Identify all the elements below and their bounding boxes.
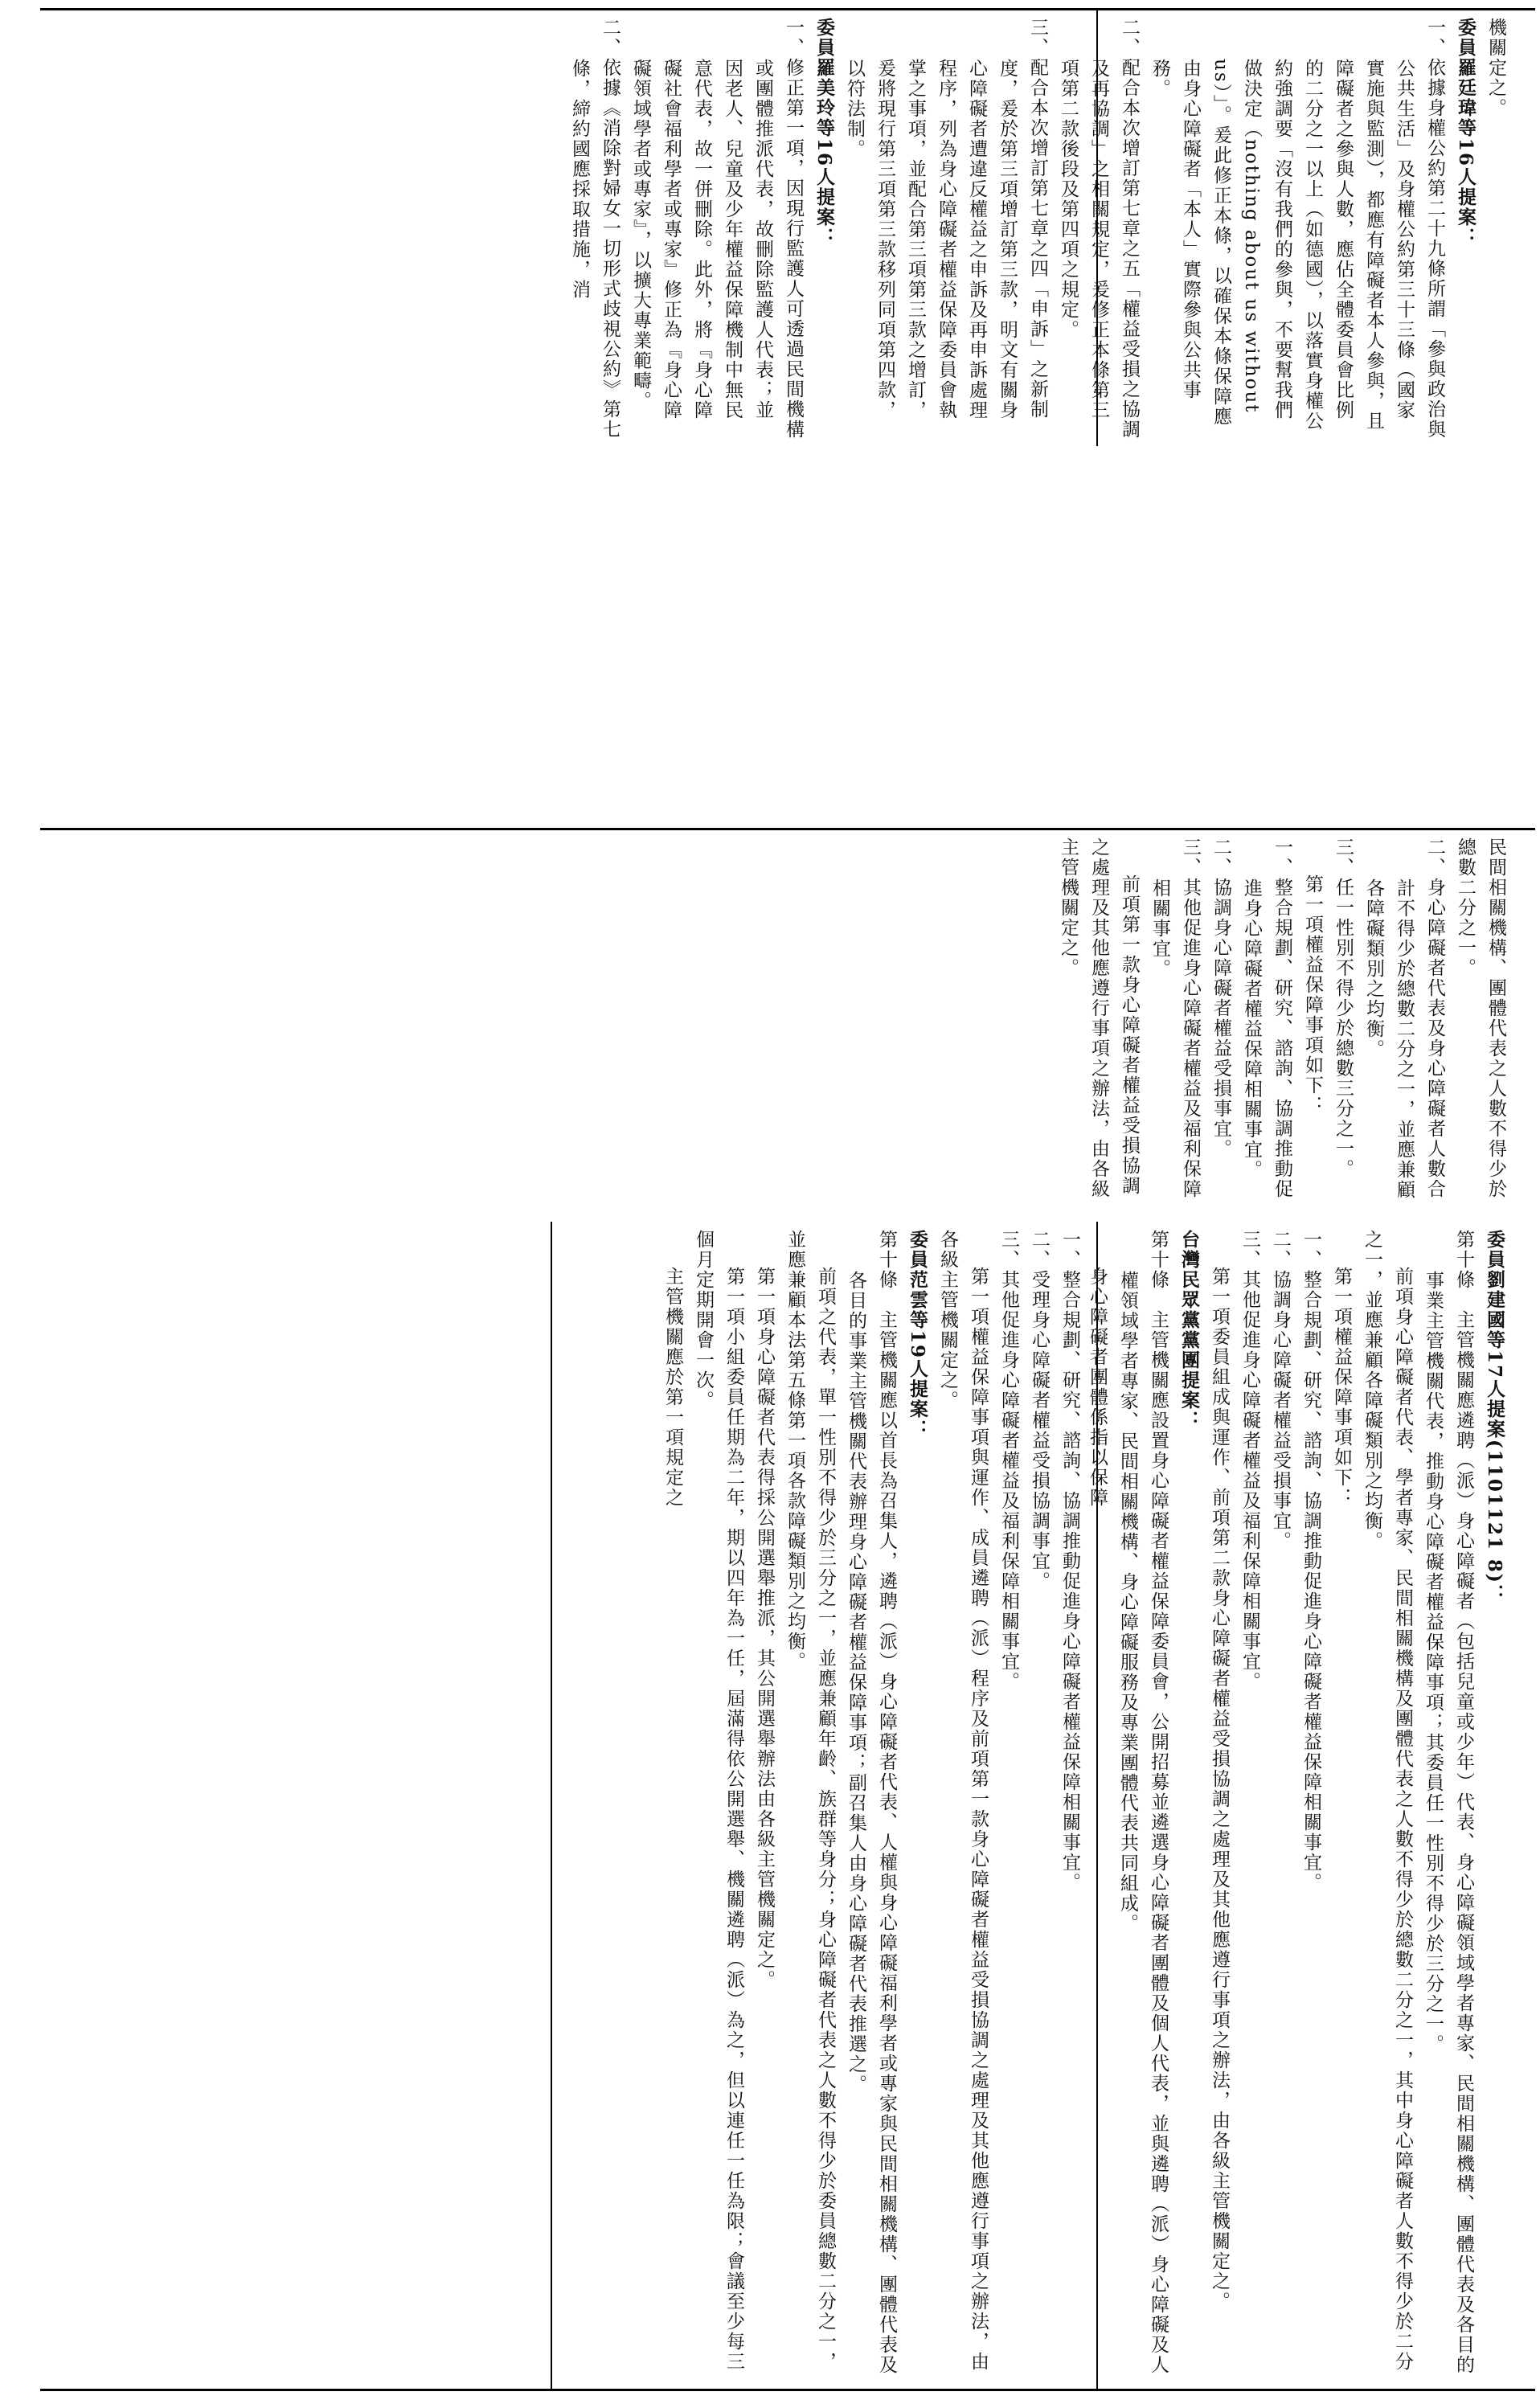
column-1-paragraph-3: 第一項權益保障事項如下： bbox=[1331, 1267, 1352, 1508]
column-1-paragraph-8: 台灣民眾黨黨團提案： bbox=[1178, 1230, 1200, 1431]
column-4-paragraph-7: 二、依據《消除對婦女一切形式歧視公約》第七條，締約國應採取措施，消 bbox=[569, 18, 621, 440]
column-1-paragraph-2: 前項身心障礙者代表、學者專家、民間相關機構及團體代表之人數不得少於總數二分之一，其中身心障礙者人數不得少於二分之一，並應兼顧各障礙類別之均衡。 bbox=[1362, 1230, 1413, 2372]
text-column-1 bbox=[1087, 1230, 1509, 2387]
column-2-paragraph-2: 三、其他促進身心障礙者權益及福利保障相關事宜。 bbox=[998, 1230, 1019, 1692]
column-4-paragraph-6: 一、修正第一項，因現行監護人可透過民間機構或團體推派代表，故刪除監護人代表；並因老人、兒童及少年權益保障機制中無民意代表，故一併刪除。此外，將『身心障礙社會福利學者或專家』修正為『身心障礙領域學者或專家』，以擴大專業範疇。 bbox=[630, 18, 804, 440]
column-2-paragraph-4: 委員范雲等19人提案： bbox=[907, 1230, 928, 1440]
column-1-paragraph-9: 第十條 主管機關應設置身心障礙者權益保障委員會，公開招募並遴選身心障礙者團體及個人代表，並與遴聘（派）身心障礙及人權領域學者專家、民間相關機構、身心障礙服務及專業團體代表共同組成。 bbox=[1117, 1230, 1169, 2375]
column-1-paragraph-7: 第一項委員組成與運作、前項第二款身心障礙者權益受損協調之處理及其他應遵行事項之辦法，由各級主管機關定之。 bbox=[1209, 1267, 1230, 2312]
column-2-paragraph-7: 第一項身心障礙者代表得採公開選舉推派，其公開選舉辦法由各級主管機關定之。 bbox=[754, 1267, 775, 1990]
column-3-paragraph-6: 三、其他促進身心障礙者權益及福利保障相關事宜。 bbox=[1149, 837, 1201, 1199]
column-3-paragraph-5: 二、協調身心障礙者權益受損事宜。 bbox=[1210, 837, 1231, 1159]
column-3-paragraph-2: 三、任一性別不得少於總數三分之一。 bbox=[1333, 837, 1354, 1179]
column-2-paragraph-1: 二、受理身心障礙者權益受損協調事宜。 bbox=[1029, 1230, 1050, 1591]
column-2-paragraph-8: 第一項小組委員任期為二年，期以四年為一任，屆滿得依公開選舉、機關遴聘（派）為之，但以連任一任為限；會議至少每三個月定期開會一次。 bbox=[693, 1230, 744, 2372]
column-2-paragraph-9: 主管機關應於第一項規定之 bbox=[662, 1267, 683, 1508]
column-3-paragraph-1: 二、身心障礙者代表及身心障礙者人數合計不得少於總數二分之一，並應兼顧各障礙類別之均衡。 bbox=[1363, 837, 1445, 1200]
column-4-paragraph-1: 委員羅廷瑋等16人提案： bbox=[1455, 18, 1477, 248]
column-4-paragraph-3: 二、配合本次增訂第七章之五「權益受損之協調及再協調」之相關規定，爰修正本條第三項第二款後段及第四項之規定。 bbox=[1058, 18, 1140, 440]
column-1-paragraph-5: 二、協調身心障礙者權益受損事宜。 bbox=[1270, 1230, 1291, 1551]
text-column-2 bbox=[563, 1230, 1085, 2387]
column-2-paragraph-3: 第一項權益保障事項與運作、成員遴聘（派）程序及前項第一款身心障礙者權益受損協調之處理及其他應遵行事項之辦法，由各級主管機關定之。 bbox=[937, 1230, 989, 2372]
column-3-paragraph-7: 前項第一款身心障礙者權益受損協調之處理及其他應遵行事項之辦法，由各級主管機關定之。 bbox=[1058, 837, 1140, 1199]
text-column-4 bbox=[569, 18, 1511, 440]
column-4-paragraph-4: 三、配合本次增訂第七章之四「申訴」之新制度，爰於第三項增訂第三款，明文有關身心障礙者遭違反權益之申訴及再申訴處理程序，列為身心障礙者權益保障委員會執掌之事項，並配合第三項第三款之增訂，爰將現行第三項第三款移列同項第四款，以符法制。 bbox=[844, 18, 1048, 420]
column-divider-lower-right bbox=[551, 1222, 552, 2391]
column-2-paragraph-5: 第十條 主管機關應以首長為召集人，遴聘（派）身心障礙者代表、人權與身心障礙福利學者或專家與民間相關機構、團體代表及各目的事業主管機關代表辦理身心障礙者權益保障事項；副召集人由身心障礙者代表推選之。 bbox=[846, 1230, 897, 2375]
text-column-3 bbox=[1058, 837, 1511, 1215]
top-rule bbox=[40, 8, 1535, 10]
column-1-paragraph-0: 委員劉建國等17人提案(1101121 8)： bbox=[1484, 1230, 1505, 1604]
column-1-paragraph-4: 一、整合規劃、研究、諮詢、協調推動促進身心障礙者權益保障相關事宜。 bbox=[1300, 1230, 1321, 1893]
column-3-paragraph-4: 一、整合規劃、研究、諮詢、協調推動促進身心障礙者權益保障相關事宜。 bbox=[1241, 837, 1292, 1199]
column-1-paragraph-10: 身心障礙者團體係指以保障 bbox=[1087, 1267, 1108, 1508]
column-1-paragraph-6: 三、其他促進身心障礙者權益及福利保障相關事宜。 bbox=[1239, 1230, 1260, 1692]
middle-rule bbox=[40, 828, 1535, 830]
column-2-paragraph-6: 前項之代表，單一性別不得少於三分之一，並應兼顧年齡、族群等身分；身心障礙者代表之人數不得少於委員總數二分之一，並應兼顧本法第五條第一項各款障礙類別之均衡。 bbox=[784, 1230, 836, 2372]
column-4-paragraph-2: 一、依據身權公約第二十九條所謂「參與政治與公共生活」及身權公約第三十三條（國家實施與監測），都應有障礙者本人參與，且障礙者之參與人數，應佔全體委員會比例的二分之一以上（如德國），以落實身權公約強調要「沒有我們的參與，不要幫我們做決定（nothing about us without us）」。爰此修正本條，以確保本條保障應由身心障礙者「本人」實際參與公共事務。 bbox=[1149, 18, 1445, 440]
column-3-paragraph-0: 民間相關機構、團體代表之人數不得少於總數二分之一。 bbox=[1455, 837, 1506, 1199]
bottom-rule bbox=[40, 2389, 1535, 2391]
column-3-paragraph-3: 第一項權益保障事項如下： bbox=[1302, 874, 1323, 1116]
column-4-paragraph-0: 機關定之。 bbox=[1485, 18, 1506, 118]
column-2-paragraph-0: 一、整合規劃、研究、諮詢、協調推動促進身心障礙者權益保障相關事宜。 bbox=[1059, 1230, 1080, 1893]
column-1-paragraph-1: 第十條 主管機關應遴聘（派）身心障礙者（包括兒童或少年）代表、身心障礙領域學者專家、民間相關機構、團體代表及各目的事業主管機關代表，推動身心障礙者權益保障事項；其委員任一性別不得少於三分之一。 bbox=[1423, 1230, 1474, 2375]
column-4-paragraph-5: 委員羅美玲等16人提案： bbox=[813, 18, 835, 248]
